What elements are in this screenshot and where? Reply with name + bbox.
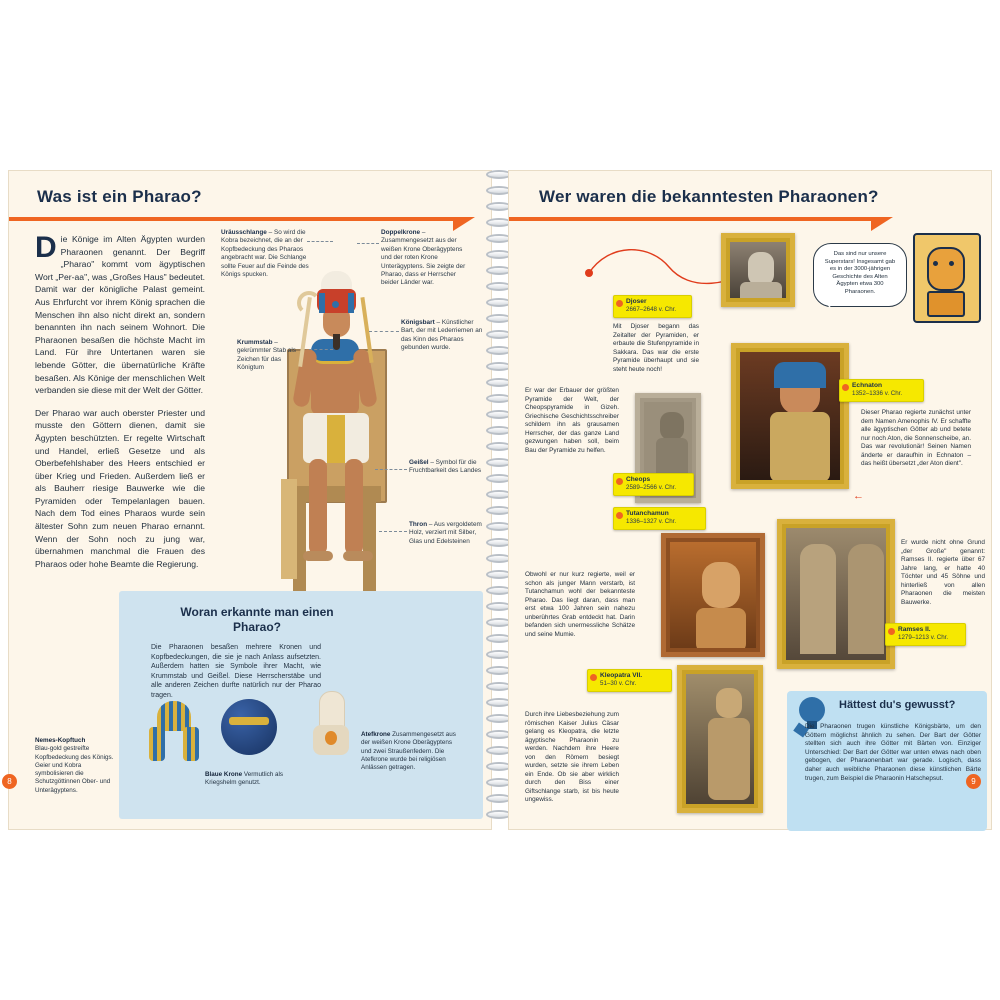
atef-crown-image — [309, 691, 353, 765]
caption-blaue-krone: Blaue Krone Vermutlich als Kriegshelm genutzt. — [205, 771, 284, 787]
tag-echnaton: Echnaton 1352–1336 v. Chr. — [839, 379, 924, 402]
arrow-icon: ← — [853, 490, 864, 502]
info-box-text: Die Pharaonen besaßen mehrere Kronen und Kopfbedeckungen, die sie je nach Anlass aufsetzten. Außerdem hatten sie Symbole ihrer Macht, wie Krummstab und Geißel. Diese Herrscherstäbe und alle anderen Zeichen durfte natürlich nur der Pharao tragen. — [151, 644, 321, 699]
leader-line — [307, 241, 333, 242]
leader-line — [309, 349, 333, 350]
portrait-kleopatra — [677, 665, 763, 813]
callout-koenigsbart: Königsbart – Künstlicher Bart, der mit Lederriemen an das Kinn des Pharaos gebunden wurde. — [401, 319, 483, 352]
sandal-left — [303, 551, 333, 561]
scribe-character — [907, 233, 983, 325]
callout-thron: Thron – Aus vergoldetem Holz, verziert mit Silber, Glas und Edelsteinen — [409, 521, 482, 545]
page-number-left: 8 — [2, 774, 17, 789]
callout-geissel: Geißel – Symbol für die Fruchtbarkeit des Landes — [409, 459, 482, 475]
text-ramses: Er wurde nicht ohne Grund „der Große" genannt: Ramses II. regierte über 67 Jahre lang, er hatte 40 Töchter und 45 Söhne und hinterließ von allen Pharaonen die meisten Bauwerke. — [901, 539, 985, 606]
tag-ramses: Ramses II. 1279–1213 v. Chr. — [885, 623, 966, 646]
leader-line — [369, 331, 399, 332]
text-kleopatra: Durch ihre Liebesbeziehung zum römischen Kaiser Julius Cäsar gelang es Kleopatra, die letzte ägyptische Pharaonin zu werden. Nachdem ihre Heere von den Römern besiegt wurden, setzte sie ihrem Leben ein Ende. Ob sie aber wirklich durch den Biss einer Giftschlange starb, ist bis heute ungewiss. — [525, 711, 619, 803]
callout-uraeus: Uräusschlange – So wird die Kobra bezeichnet, die an der Kopfbedeckung des Pharaos angebracht war. Die Schlange sollte Feuer auf die Feinde des Königs spucken. — [221, 229, 309, 279]
did-you-know-title: Hättest du's gewusst? — [839, 699, 956, 711]
sandal-right — [343, 551, 373, 561]
right-title-rule-tip — [871, 217, 893, 231]
dropcap: D — [35, 231, 57, 264]
left-title-rule — [9, 217, 453, 221]
text-echnaton: Dieser Pharao regierte zunächst unter dem Namen Amenophis IV. Er schaffte alle ägyptischen Götter ab und betete nur noch Aton, die Sonnenscheibe, an. Das war revolutionär! Seinen Namen änderte er daraufhin in Echnaton – das heißt übersetzt „der Aton dient". — [861, 409, 971, 467]
book-spread — [0, 170, 1000, 830]
right-page — [508, 170, 992, 830]
left-body-text — [35, 233, 205, 580]
right-title-rule — [509, 217, 871, 221]
page-number-right: 9 — [966, 774, 981, 789]
caption-nemes: Nemes-Kopftuch Blau-gold gestreifte Kopfbedeckung des Königs. Geier und Kobra symbolisieren die Schutzgöttinnen Ober- und Unterägyptens. — [35, 737, 114, 794]
text-tutanchamun: Obwohl er nur kurz regierte, weil er schon als junger Mann verstarb, ist Tutanchamun wohl der bekannteste Pharao. Das liegt daran, dass man erst etwa 100 Jahren sein nahezu unberührtes Grab entdeckt hat. Darin befanden sich unermessliche Schätze und seine Mumie. — [525, 571, 635, 638]
tag-tutanchamun: Tutanchamun 1336–1327 v. Chr. — [613, 507, 706, 530]
caption-atefkrone: Atefkrone Zusammengesetzt aus der weißen Krone Oberägyptens und zwei Straußenfedern. Die Atefkrone wurde bei religiösen Anlässen getragen. — [361, 731, 456, 772]
blue-crown-image — [221, 699, 277, 755]
portrait-echnaton — [731, 343, 849, 489]
portrait-djoser — [721, 233, 795, 307]
portrait-tutanchamun — [661, 533, 765, 657]
info-box-title: Woran erkannte man einen Pharao? — [180, 605, 334, 634]
text-djoser: Mit Djoser begann das Zeitalter der Pyramiden, er erbaute die Stufenpyramide in Sakkara. Das war die erste Pyramide überhaupt und sie steht heute noch! — [613, 323, 699, 373]
paragraph-1: Die Könige im Alten Ägypten wurden Pharaonen genannt. Der Begriff „Pharao" kommt vom ägyptischen Wort „Per-aa", was „Großes Haus" bedeutet. Damit war der königliche Palast gemeint. Aus Ehrfurcht vor ihrem König sprachen die Menschen ihn also nicht direkt an, sondern benannten ihn nach seinem Wohnort. Die Pharaonen besaßen die höchste Macht im Land. Für ihre Untertanen waren sie lebende Götter, die übernatürliche Kräfte besaßen. Als Könige der menschlichen Welt verbanden sie diese mit der Welt der Götter. — [35, 231, 205, 396]
info-box-content — [127, 605, 475, 701]
left-page — [8, 170, 492, 830]
tag-kleopatra: Kleopatra VII. 51–30 v. Chr. — [587, 669, 672, 692]
speech-bubble-tail — [821, 297, 832, 308]
tag-cheops: Cheops 2589–2566 v. Chr. — [613, 473, 694, 496]
leader-line — [379, 531, 407, 532]
speech-bubble-text: Das sind nur unsere Superstars! Insgesamt gab es in der 3000-jährigen Geschichte des Alten Ägypten etwa 300 Pharaonen. — [824, 251, 896, 295]
text-cheops: Er war der Erbauer der größten Pyramide der Welt, der Cheopspyramide in Gizeh. Griechische Geschichtsschreiber schildern ihn als grausamen Herrscher, der das ganze Land gezwungen haben soll, beim Bau der Pyramide zu helfen. — [525, 387, 619, 454]
left-page-title: Was ist ein Pharao? — [37, 187, 202, 206]
paragraph-2: Der Pharao war auch oberster Priester und musste den Göttern dienen, damit sie Ägypten beschützten. Er regelte Wirtschaft und Handel, erließ Gesetze und als Oberbefehlshaber des Heers entschied er über Krieg und Frieden. Außerdem ließ er als Bauherr riesige Bauwerke wie die Pyramiden oder Tempelanlagen bauen. Nach dem Tod eines Pharaos wurde sein ältester Sohn zum neuen Pharao ernannt. Wenn der Sohn noch zu jung war, übernahmen manchmal die Frauen des Pharaos oder hohe Beamte die Regierung. — [35, 407, 205, 569]
did-you-know-text: Die Pharaonen trugen künstliche Königsbärte, um den Göttern möglichst ähnlich zu sehen. Der Bart der Götter stellten sich auch ihre Götter mit Bärten von. Einziger Unterschied: Der Bart der Götter war unten etwas nach oben gebogen, der Pharaonenbart war gerade. Logisch, dass daher auch weibliche Pharaonen diese künstlichen Bärte trugen, zum Beispiel die Pharaonin Hatschepsut. — [805, 723, 981, 782]
nemes-headdress-image — [147, 701, 201, 767]
callout-doppelkrone: Doppelkrone – Zusammengesetzt aus der weißen Krone Oberägyptens und der roten Krone Unterägyptens. Sie zeigte der Pharao, dass er Herrscher beider Länder war. — [381, 229, 466, 287]
callout-krummstab: Krummstab – gekrümmter Stab als Zeichen für das Königtum — [237, 339, 296, 372]
leader-line — [357, 243, 379, 244]
tag-djoser: Djoser 2667–2648 v. Chr. — [613, 295, 692, 318]
portrait-ramses — [777, 519, 895, 669]
right-page-title: Wer waren die bekanntesten Pharaonen? — [539, 187, 879, 206]
leader-line — [375, 469, 407, 470]
uraeus-icon — [332, 301, 339, 308]
